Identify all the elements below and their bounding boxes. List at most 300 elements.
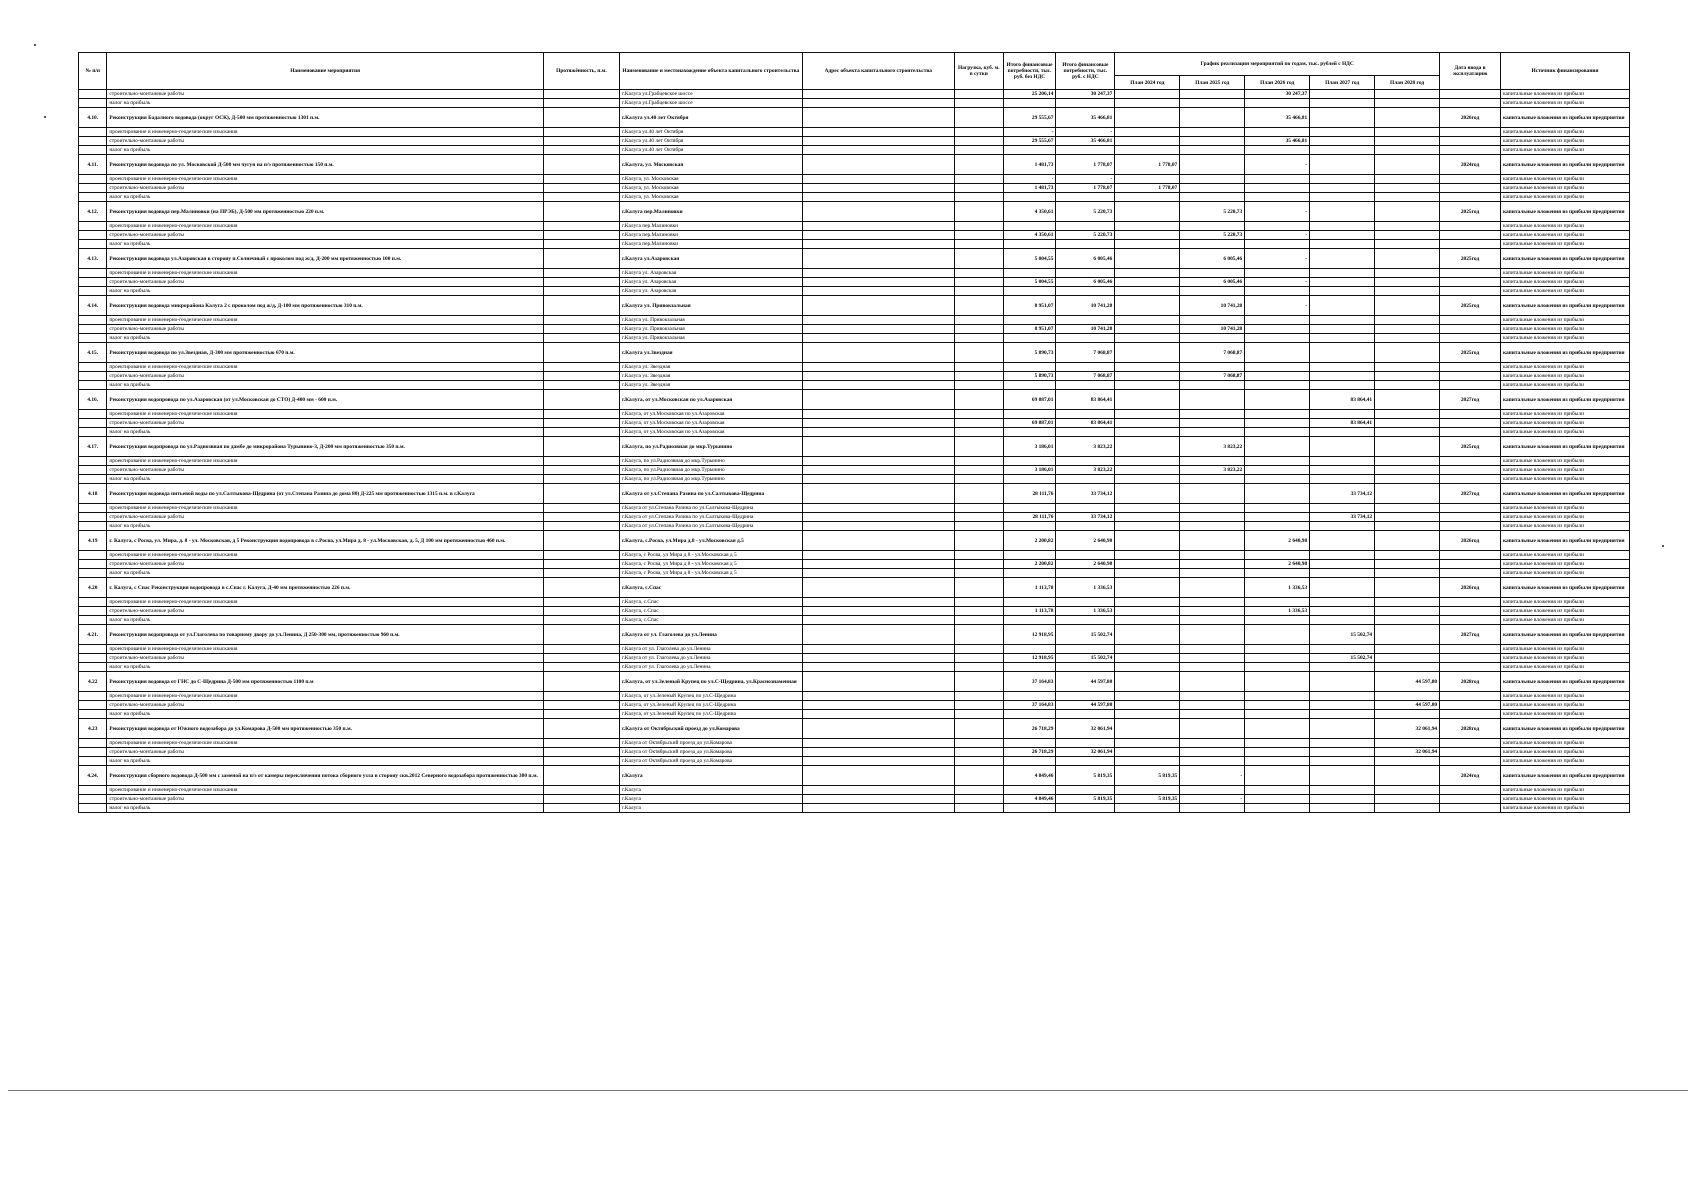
row-funding-source: капитальные вложения из прибыли предприятия xyxy=(1500,249,1629,269)
row-load xyxy=(954,155,1003,175)
row-name: г. Калуга, с Росва, ул. Мира, д. 8 - ул. Московская, д 5 Реконструкция водопровода в с.Росва, ул.Мира д. 8 - ул.Московская, д. 5, Д 100 мм протяженностью 460 п.м. xyxy=(107,531,543,551)
row-load xyxy=(954,551,1003,560)
header-source: Источник финансирования xyxy=(1500,53,1629,90)
row-plan-2024 xyxy=(1115,428,1180,437)
row-funding-source: капитальные вложения из прибыли xyxy=(1500,701,1629,710)
table-row-subitem xyxy=(79,99,1630,108)
row-plan-2028 xyxy=(1375,390,1440,410)
row-location: г.Калуга, с Росва, ул Мира д 8 - ул.Московская д 5 xyxy=(619,569,802,578)
row-plan-2027 xyxy=(1310,316,1375,325)
row-fin-vat: 32 061,94 xyxy=(1056,719,1115,739)
row-address xyxy=(802,137,954,146)
row-fin-no-vat: - xyxy=(1003,175,1056,184)
row-plan-2026 xyxy=(1245,175,1310,184)
row-length xyxy=(543,560,619,569)
row-plan-2024 xyxy=(1115,625,1180,645)
row-plan-2026 xyxy=(1245,663,1310,672)
row-load xyxy=(954,748,1003,757)
row-location: г.Калуга ул.Азаровская xyxy=(619,249,802,269)
row-plan-2026 xyxy=(1245,428,1310,437)
row-fin-no-vat xyxy=(1003,504,1056,513)
row-num xyxy=(79,598,107,607)
row-address xyxy=(802,146,954,155)
row-num xyxy=(79,175,107,184)
header-2027: План 2027 год xyxy=(1310,76,1375,90)
row-fin-no-vat: 5 004,55 xyxy=(1003,249,1056,269)
table-row-subitem xyxy=(79,325,1630,334)
row-length xyxy=(543,381,619,390)
row-plan-2028 xyxy=(1375,569,1440,578)
row-plan-2026: 1 336,53 xyxy=(1245,607,1310,616)
row-plan-2025 xyxy=(1180,428,1245,437)
table-row-subitem xyxy=(79,598,1630,607)
row-plan-2025 xyxy=(1180,193,1245,202)
row-address xyxy=(802,786,954,795)
row-plan-2026 xyxy=(1245,598,1310,607)
row-num xyxy=(79,607,107,616)
table-row-subitem xyxy=(79,692,1630,701)
row-location: г.Калуга, по ул.Радиозвная до мкр.Турынино xyxy=(619,466,802,475)
investment-plan-table xyxy=(78,52,1630,813)
row-location: г.Калуга от Октябрьский проезд до ул.Комарова xyxy=(619,757,802,766)
row-fin-vat: 5 819,35 xyxy=(1056,766,1115,786)
row-num xyxy=(79,804,107,813)
row-length xyxy=(543,625,619,645)
row-plan-2027 xyxy=(1310,719,1375,739)
row-address xyxy=(802,231,954,240)
row-plan-2028 xyxy=(1375,269,1440,278)
row-fin-vat: 30 247,37 xyxy=(1056,90,1115,99)
row-address xyxy=(802,193,954,202)
row-fin-no-vat xyxy=(1003,146,1056,155)
row-plan-2027 xyxy=(1310,175,1375,184)
row-location: г.Калуга ул.Грабцевское шоссе xyxy=(619,99,802,108)
row-funding-source: капитальные вложения из прибыли xyxy=(1500,748,1629,757)
row-length xyxy=(543,334,619,343)
row-address xyxy=(802,504,954,513)
row-plan-2026 xyxy=(1245,390,1310,410)
row-commission-date: 2024год xyxy=(1440,766,1501,786)
table-row-subitem xyxy=(79,363,1630,372)
row-fin-no-vat xyxy=(1003,240,1056,249)
row-address xyxy=(802,343,954,363)
row-num xyxy=(79,372,107,381)
row-plan-2024 xyxy=(1115,607,1180,616)
row-plan-2027 xyxy=(1310,99,1375,108)
row-plan-2028 xyxy=(1375,598,1440,607)
row-fin-vat: 35 466,81 xyxy=(1056,108,1115,128)
row-plan-2026 xyxy=(1245,193,1310,202)
row-plan-2025 xyxy=(1180,710,1245,719)
row-fin-no-vat: 69 887,01 xyxy=(1003,390,1056,410)
row-name: строительно-монтажные работы xyxy=(107,278,543,287)
row-num xyxy=(79,146,107,155)
row-fin-no-vat xyxy=(1003,551,1056,560)
row-plan-2028 xyxy=(1375,325,1440,334)
row-length xyxy=(543,428,619,437)
row-funding-source: капитальные вложения из прибыли xyxy=(1500,466,1629,475)
row-length xyxy=(543,748,619,757)
row-fin-no-vat: 37 164,83 xyxy=(1003,672,1056,692)
row-num xyxy=(79,231,107,240)
row-name: налог на прибыль xyxy=(107,663,543,672)
row-commission-date xyxy=(1440,128,1501,137)
row-commission-date xyxy=(1440,419,1501,428)
row-address xyxy=(802,672,954,692)
row-location: г.Калуга, ул. Московская xyxy=(619,184,802,193)
row-load xyxy=(954,739,1003,748)
row-commission-date xyxy=(1440,99,1501,108)
row-plan-2025 xyxy=(1180,645,1245,654)
row-plan-2026: - xyxy=(1245,249,1310,269)
table-row-subitem xyxy=(79,128,1630,137)
row-name: строительно-монтажные работы xyxy=(107,137,543,146)
row-num: 4.14. xyxy=(79,296,107,316)
row-plan-2024 xyxy=(1115,334,1180,343)
row-length xyxy=(543,193,619,202)
row-commission-date: 2026год xyxy=(1440,108,1501,128)
row-fin-no-vat xyxy=(1003,193,1056,202)
row-fin-vat: 2 640,98 xyxy=(1056,560,1115,569)
row-fin-vat: 5 220,73 xyxy=(1056,202,1115,222)
row-plan-2028 xyxy=(1375,437,1440,457)
table-row-subitem xyxy=(79,654,1630,663)
row-funding-source: капитальные вложения из прибыли xyxy=(1500,786,1629,795)
row-location: г.Калуга ул. Звездная xyxy=(619,363,802,372)
row-plan-2027 xyxy=(1310,757,1375,766)
row-num xyxy=(79,278,107,287)
row-num: 4.15. xyxy=(79,343,107,363)
header-commission: Дата ввода в эксплуатацию xyxy=(1440,53,1501,90)
row-plan-2026 xyxy=(1245,748,1310,757)
row-plan-2027: 15 502,74 xyxy=(1310,625,1375,645)
row-plan-2024 xyxy=(1115,616,1180,625)
row-length xyxy=(543,598,619,607)
table-row-subitem xyxy=(79,616,1630,625)
row-plan-2028 xyxy=(1375,128,1440,137)
row-commission-date xyxy=(1440,757,1501,766)
row-num: 4.17. xyxy=(79,437,107,457)
row-fin-no-vat: 1 481,73 xyxy=(1003,184,1056,193)
row-load xyxy=(954,363,1003,372)
table-row-measure xyxy=(79,249,1630,269)
row-plan-2024 xyxy=(1115,249,1180,269)
row-commission-date xyxy=(1440,184,1501,193)
row-plan-2024 xyxy=(1115,692,1180,701)
row-funding-source: капитальные вложения из прибыли предприятия xyxy=(1500,578,1629,598)
row-location: г.Калуга ул.Грабцевское шоссе xyxy=(619,90,802,99)
row-load xyxy=(954,475,1003,484)
row-fin-no-vat xyxy=(1003,645,1056,654)
row-address xyxy=(802,428,954,437)
row-plan-2026 xyxy=(1245,343,1310,363)
row-address xyxy=(802,804,954,813)
row-plan-2024: 5 819,35 xyxy=(1115,795,1180,804)
row-plan-2025 xyxy=(1180,701,1245,710)
row-plan-2024: 5 819,35 xyxy=(1115,766,1180,786)
row-length xyxy=(543,504,619,513)
row-commission-date xyxy=(1440,504,1501,513)
row-fin-vat: 1 778,07 xyxy=(1056,155,1115,175)
row-length xyxy=(543,240,619,249)
row-fin-no-vat xyxy=(1003,457,1056,466)
row-load xyxy=(954,804,1003,813)
row-plan-2028 xyxy=(1375,99,1440,108)
row-plan-2026: 2 640,98 xyxy=(1245,560,1310,569)
row-location: г.Калуга, по ул.Радиозвная до мкр.Турынино xyxy=(619,475,802,484)
row-load xyxy=(954,795,1003,804)
row-plan-2026 xyxy=(1245,381,1310,390)
row-fin-vat: 3 823,22 xyxy=(1056,466,1115,475)
row-plan-2026 xyxy=(1245,522,1310,531)
row-length xyxy=(543,475,619,484)
row-address xyxy=(802,390,954,410)
row-fin-vat xyxy=(1056,475,1115,484)
row-funding-source: капитальные вложения из прибыли xyxy=(1500,184,1629,193)
row-commission-date xyxy=(1440,513,1501,522)
row-fin-vat: 2 640,98 xyxy=(1056,531,1115,551)
row-length xyxy=(543,672,619,692)
row-commission-date: 2028год xyxy=(1440,719,1501,739)
row-fin-vat xyxy=(1056,786,1115,795)
row-plan-2028 xyxy=(1375,578,1440,598)
document-sheet xyxy=(78,52,1630,813)
row-commission-date xyxy=(1440,287,1501,296)
row-plan-2028 xyxy=(1375,334,1440,343)
row-name: строительно-монтажные работы xyxy=(107,795,543,804)
row-fin-vat: 5 220,73 xyxy=(1056,231,1115,240)
row-plan-2028 xyxy=(1375,363,1440,372)
row-fin-no-vat xyxy=(1003,569,1056,578)
row-plan-2025: - xyxy=(1180,795,1245,804)
row-commission-date xyxy=(1440,410,1501,419)
row-location: г.Калуга от ул.Степана Разина по ул.Салтыкова-Щедрина xyxy=(619,484,802,504)
row-load xyxy=(954,325,1003,334)
row-plan-2026 xyxy=(1245,692,1310,701)
row-fin-vat xyxy=(1056,522,1115,531)
row-load xyxy=(954,598,1003,607)
row-address xyxy=(802,560,954,569)
table-row-measure xyxy=(79,625,1630,645)
row-commission-date xyxy=(1440,316,1501,325)
row-plan-2026: - xyxy=(1245,202,1310,222)
row-plan-2027 xyxy=(1310,137,1375,146)
row-address xyxy=(802,484,954,504)
row-plan-2025: 6 005,46 xyxy=(1180,249,1245,269)
row-plan-2024 xyxy=(1115,363,1180,372)
row-location: г.Калуга ул. Звездная xyxy=(619,372,802,381)
row-plan-2026 xyxy=(1245,766,1310,786)
row-funding-source: капитальные вложения из прибыли xyxy=(1500,128,1629,137)
row-length xyxy=(543,531,619,551)
row-funding-source: капитальные вложения из прибыли xyxy=(1500,457,1629,466)
row-plan-2028 xyxy=(1375,90,1440,99)
row-fin-vat: 5 819,35 xyxy=(1056,795,1115,804)
table-row-measure xyxy=(79,531,1630,551)
table-row-measure xyxy=(79,672,1630,692)
row-plan-2028 xyxy=(1375,184,1440,193)
row-location: г.Калуга от ул. Глаголева до ул.Ленина xyxy=(619,663,802,672)
row-plan-2026 xyxy=(1245,316,1310,325)
header-fin-no-vat: Итого финансовые потребности, тыс. руб. без НДС xyxy=(1003,53,1056,90)
row-plan-2024 xyxy=(1115,457,1180,466)
row-fin-vat: 33 734,12 xyxy=(1056,513,1115,522)
row-plan-2026 xyxy=(1245,334,1310,343)
row-plan-2024 xyxy=(1115,390,1180,410)
row-plan-2025: 7 068,87 xyxy=(1180,372,1245,381)
row-fin-no-vat: 1 113,78 xyxy=(1003,607,1056,616)
row-fin-no-vat: 12 918,95 xyxy=(1003,625,1056,645)
row-address xyxy=(802,757,954,766)
row-funding-source: капитальные вложения из прибыли xyxy=(1500,240,1629,249)
header-schedule: График реализации мероприятий по годам, тыс. рублей с НДС xyxy=(1115,53,1440,76)
row-length xyxy=(543,654,619,663)
row-plan-2024 xyxy=(1115,719,1180,739)
row-fin-vat: 44 597,80 xyxy=(1056,672,1115,692)
row-plan-2025 xyxy=(1180,663,1245,672)
row-fin-no-vat: 1 113,78 xyxy=(1003,578,1056,598)
row-fin-vat xyxy=(1056,146,1115,155)
row-fin-no-vat xyxy=(1003,363,1056,372)
table-row-subitem xyxy=(79,757,1630,766)
row-plan-2027 xyxy=(1310,466,1375,475)
row-funding-source: капитальные вложения из прибыли xyxy=(1500,645,1629,654)
row-length xyxy=(543,222,619,231)
table-row-subitem xyxy=(79,786,1630,795)
row-plan-2027 xyxy=(1310,522,1375,531)
row-plan-2027 xyxy=(1310,504,1375,513)
row-fin-no-vat: 5 890,73 xyxy=(1003,343,1056,363)
row-length xyxy=(543,108,619,128)
row-funding-source: капитальные вложения из прибыли предприятия xyxy=(1500,437,1629,457)
row-name: проектирование и инженерно-геодезические изыскания xyxy=(107,551,543,560)
row-plan-2025 xyxy=(1180,786,1245,795)
row-length xyxy=(543,249,619,269)
row-address xyxy=(802,748,954,757)
row-funding-source: капитальные вложения из прибыли предприятия xyxy=(1500,202,1629,222)
row-commission-date: 2026год xyxy=(1440,531,1501,551)
row-location: г.Калуга ул. Привокзальная xyxy=(619,296,802,316)
row-plan-2028 xyxy=(1375,475,1440,484)
row-plan-2027 xyxy=(1310,343,1375,363)
row-plan-2028 xyxy=(1375,560,1440,569)
row-plan-2027: 83 864,41 xyxy=(1310,419,1375,428)
row-name: строительно-монтажные работы xyxy=(107,184,543,193)
row-location: г.Калуга ул.40 лет Октября xyxy=(619,128,802,137)
header-address: Адрес объекта капитального строительства xyxy=(802,53,954,90)
row-plan-2024 xyxy=(1115,269,1180,278)
row-funding-source: капитальные вложения из прибыли xyxy=(1500,231,1629,240)
row-load xyxy=(954,296,1003,316)
row-plan-2027 xyxy=(1310,108,1375,128)
row-plan-2027 xyxy=(1310,578,1375,598)
row-address xyxy=(802,569,954,578)
row-location: г.Калуга xyxy=(619,804,802,813)
row-address xyxy=(802,578,954,598)
row-plan-2027 xyxy=(1310,231,1375,240)
row-num xyxy=(79,701,107,710)
row-funding-source: капитальные вложения из прибыли xyxy=(1500,804,1629,813)
row-plan-2026 xyxy=(1245,466,1310,475)
row-plan-2026 xyxy=(1245,222,1310,231)
row-plan-2025 xyxy=(1180,381,1245,390)
row-name: проектирование и инженерно-геодезические изыскания xyxy=(107,692,543,701)
row-load xyxy=(954,569,1003,578)
table-row-subitem xyxy=(79,513,1630,522)
row-address xyxy=(802,531,954,551)
table-row-subitem xyxy=(79,551,1630,560)
row-length xyxy=(543,128,619,137)
row-load xyxy=(954,90,1003,99)
row-commission-date xyxy=(1440,334,1501,343)
row-funding-source: капитальные вложения из прибыли xyxy=(1500,99,1629,108)
row-length xyxy=(543,390,619,410)
row-plan-2025 xyxy=(1180,757,1245,766)
row-funding-source: капитальные вложения из прибыли xyxy=(1500,410,1629,419)
row-plan-2028: 32 061,94 xyxy=(1375,719,1440,739)
row-fin-no-vat: 2 200,82 xyxy=(1003,531,1056,551)
row-plan-2028 xyxy=(1375,466,1440,475)
header-2024: План 2024 год xyxy=(1115,76,1180,90)
row-fin-vat: 32 061,94 xyxy=(1056,748,1115,757)
row-plan-2025 xyxy=(1180,184,1245,193)
row-plan-2024 xyxy=(1115,484,1180,504)
row-location: г.Калуга, от ул.Зеленый Крупец по ул.С-Щедрина xyxy=(619,692,802,701)
row-funding-source: капитальные вложения из прибыли предприятия xyxy=(1500,155,1629,175)
row-plan-2025 xyxy=(1180,607,1245,616)
row-location: г.Калуга ул. Привокзальная xyxy=(619,334,802,343)
row-num xyxy=(79,269,107,278)
row-plan-2026 xyxy=(1245,325,1310,334)
row-plan-2026 xyxy=(1245,672,1310,692)
row-plan-2028 xyxy=(1375,625,1440,645)
row-address xyxy=(802,522,954,531)
row-name: Реконструкция водопровода по ул.Азаровская (от ул.Московская до СТО) Д-400 мм - 600 п.м. xyxy=(107,390,543,410)
row-fin-no-vat xyxy=(1003,410,1056,419)
scan-speck xyxy=(44,116,46,118)
table-row-subitem xyxy=(79,428,1630,437)
row-num xyxy=(79,757,107,766)
row-commission-date: 2025год xyxy=(1440,249,1501,269)
row-load xyxy=(954,222,1003,231)
row-plan-2025 xyxy=(1180,137,1245,146)
row-fin-vat xyxy=(1056,598,1115,607)
row-plan-2027 xyxy=(1310,616,1375,625)
table-row-subitem xyxy=(79,278,1630,287)
table-row-measure xyxy=(79,578,1630,598)
row-num: 4.13. xyxy=(79,249,107,269)
row-funding-source: капитальные вложения из прибыли xyxy=(1500,146,1629,155)
row-name: строительно-монтажные работы xyxy=(107,607,543,616)
row-fin-no-vat: 29 555,67 xyxy=(1003,137,1056,146)
table-row-measure xyxy=(79,343,1630,363)
row-plan-2027 xyxy=(1310,672,1375,692)
row-plan-2027 xyxy=(1310,287,1375,296)
row-plan-2027 xyxy=(1310,296,1375,316)
row-plan-2024 xyxy=(1115,278,1180,287)
row-load xyxy=(954,645,1003,654)
row-plan-2025 xyxy=(1180,287,1245,296)
row-funding-source: капитальные вложения из прибыли xyxy=(1500,193,1629,202)
row-name: Реконструкция водовода пер.Малиновки (на ПРЭБ), Д-500 мм протяженностью 220 п.м. xyxy=(107,202,543,222)
row-commission-date xyxy=(1440,569,1501,578)
scan-speck xyxy=(34,44,36,46)
row-num xyxy=(79,645,107,654)
row-address xyxy=(802,287,954,296)
row-length xyxy=(543,795,619,804)
row-location: г.Калуга xyxy=(619,786,802,795)
table-row-subitem xyxy=(79,522,1630,531)
